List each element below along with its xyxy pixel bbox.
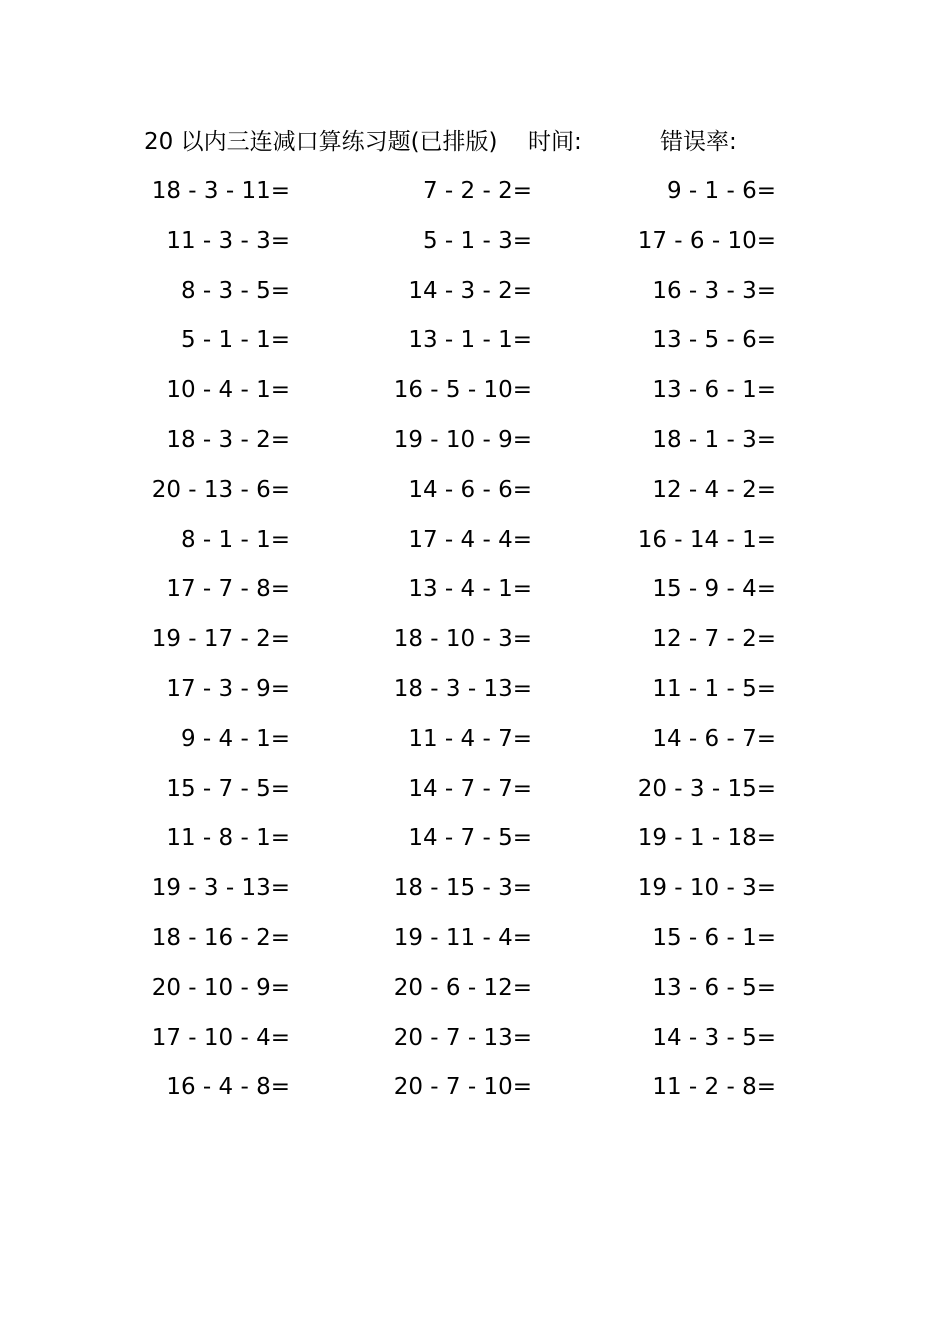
arithmetic-problem: 14 - 7 - 5=: [408, 825, 532, 852]
arithmetic-problem: 11 - 3 - 3=: [166, 227, 290, 254]
arithmetic-problem: 8 - 3 - 5=: [180, 277, 290, 304]
arithmetic-problem: 11 - 1 - 5=: [652, 675, 776, 702]
arithmetic-problem: 9 - 4 - 1=: [180, 725, 290, 752]
arithmetic-problem: 13 - 6 - 1=: [652, 377, 776, 404]
arithmetic-problem: 19 - 10 - 3=: [637, 875, 776, 902]
arithmetic-problem: 7 - 2 - 2=: [422, 178, 532, 204]
arithmetic-problem: 15 - 6 - 1=: [652, 924, 776, 951]
arithmetic-problem: 17 - 4 - 4=: [408, 526, 532, 553]
arithmetic-problem: 11 - 4 - 7=: [408, 725, 532, 752]
problem-row: [0, 972, 950, 1022]
problem-row: [0, 573, 950, 623]
problem-row: [0, 673, 950, 723]
arithmetic-problem: 15 - 7 - 5=: [166, 775, 290, 802]
arithmetic-problem: 5 - 1 - 3=: [422, 227, 532, 254]
arithmetic-problem: 5 - 1 - 1=: [180, 327, 290, 354]
problem-row: [0, 623, 950, 673]
problem-row: [0, 374, 950, 424]
arithmetic-problem: 18 - 3 - 11=: [151, 178, 290, 204]
arithmetic-problem: 19 - 10 - 9=: [393, 426, 532, 453]
problem-row: [0, 723, 950, 773]
arithmetic-problem: 14 - 7 - 7=: [408, 775, 532, 802]
arithmetic-problem: 18 - 3 - 2=: [166, 426, 290, 453]
arithmetic-problem: 11 - 2 - 8=: [652, 1074, 776, 1101]
arithmetic-problem: 16 - 5 - 10=: [393, 377, 532, 404]
arithmetic-problem: 18 - 15 - 3=: [393, 875, 532, 902]
problem-row: [0, 225, 950, 275]
problem-row: [0, 922, 950, 972]
arithmetic-problem: 18 - 1 - 3=: [652, 426, 776, 453]
problem-row: [0, 822, 950, 872]
arithmetic-problem: 10 - 4 - 1=: [166, 377, 290, 404]
arithmetic-problem: 14 - 3 - 5=: [652, 1024, 776, 1051]
arithmetic-problem: 20 - 3 - 15=: [637, 775, 776, 802]
arithmetic-problem: 19 - 17 - 2=: [151, 626, 290, 653]
arithmetic-problem: 19 - 11 - 4=: [393, 924, 532, 951]
arithmetic-problem: 20 - 10 - 9=: [151, 974, 290, 1001]
arithmetic-problem: 20 - 13 - 6=: [151, 476, 290, 503]
arithmetic-problem: 12 - 7 - 2=: [652, 626, 776, 653]
arithmetic-problem: 13 - 1 - 1=: [408, 327, 532, 354]
problem-row: [0, 275, 950, 325]
problem-row: [0, 872, 950, 922]
arithmetic-problem: 13 - 4 - 1=: [408, 576, 532, 603]
arithmetic-problem: 16 - 3 - 3=: [652, 277, 776, 304]
worksheet-header: [144, 126, 804, 158]
arithmetic-problem: 12 - 4 - 2=: [652, 476, 776, 503]
problem-row: [0, 1022, 950, 1072]
arithmetic-problem: 17 - 3 - 9=: [166, 675, 290, 702]
arithmetic-problem: 15 - 9 - 4=: [652, 576, 776, 603]
problem-row: [0, 773, 950, 823]
arithmetic-problem: 18 - 16 - 2=: [151, 924, 290, 951]
problem-row: [0, 424, 950, 474]
arithmetic-problem: 17 - 7 - 8=: [166, 576, 290, 603]
problem-row: [0, 175, 950, 225]
arithmetic-problem: 20 - 7 - 10=: [393, 1074, 532, 1101]
arithmetic-problem: 20 - 6 - 12=: [393, 974, 532, 1001]
arithmetic-problem: 19 - 3 - 13=: [151, 875, 290, 902]
arithmetic-problem: 13 - 5 - 6=: [652, 327, 776, 354]
arithmetic-problem: 13 - 6 - 5=: [652, 974, 776, 1001]
arithmetic-problem: 14 - 6 - 7=: [652, 725, 776, 752]
arithmetic-problem: 16 - 14 - 1=: [637, 526, 776, 553]
arithmetic-problem: 17 - 6 - 10=: [637, 227, 776, 254]
problem-row: [0, 324, 950, 374]
problem-row: [0, 524, 950, 574]
arithmetic-problem: 18 - 10 - 3=: [393, 626, 532, 653]
arithmetic-problem: 17 - 10 - 4=: [151, 1024, 290, 1051]
arithmetic-problem: 14 - 6 - 6=: [408, 476, 532, 503]
arithmetic-problem: 14 - 3 - 2=: [408, 277, 532, 304]
arithmetic-problem: 11 - 8 - 1=: [166, 825, 290, 852]
arithmetic-problem: 18 - 3 - 13=: [393, 675, 532, 702]
arithmetic-problem: 8 - 1 - 1=: [180, 526, 290, 553]
arithmetic-problem: 19 - 1 - 18=: [637, 825, 776, 852]
arithmetic-problem: 9 - 1 - 6=: [666, 178, 776, 204]
time-label: 时间:: [528, 129, 582, 155]
problem-row: [0, 474, 950, 524]
problem-row: [0, 1071, 950, 1121]
error-rate-label: 错误率:: [660, 129, 737, 155]
arithmetic-problem: 20 - 7 - 13=: [393, 1024, 532, 1051]
arithmetic-problem: 16 - 4 - 8=: [166, 1074, 290, 1101]
worksheet-title: 20 以内三连减口算练习题(已排版): [144, 129, 498, 155]
problem-grid: [0, 175, 950, 1121]
